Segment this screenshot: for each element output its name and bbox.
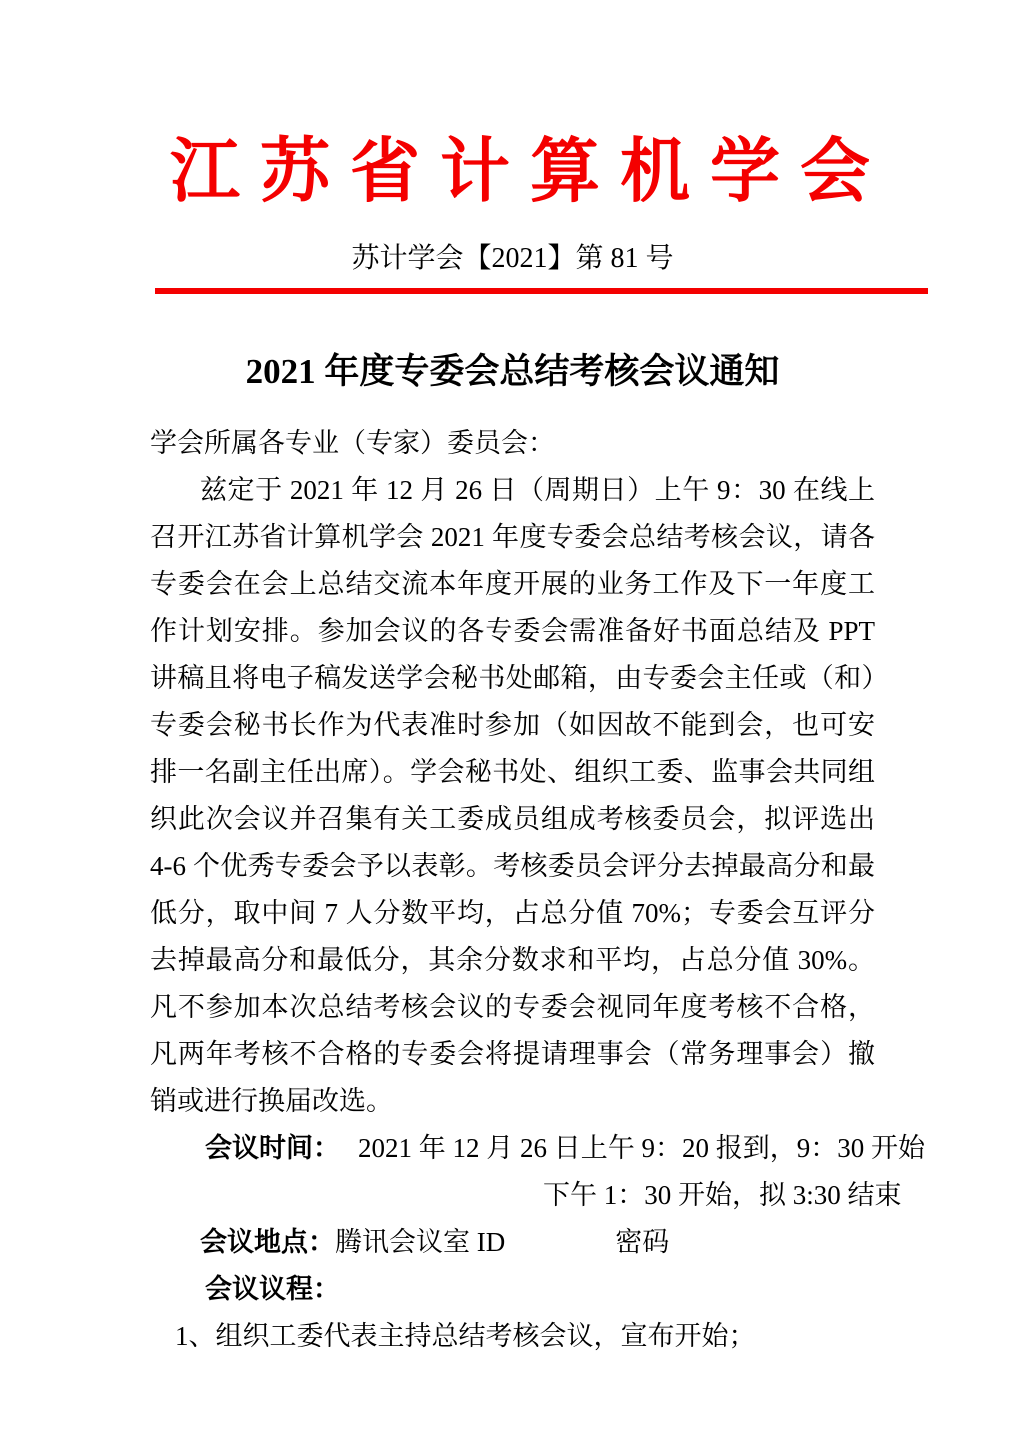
meeting-time-value: 2021 年 12 月 26 日上午 9：20 报到，9：30 开始 [358,1133,925,1163]
agenda-heading: 会议议程： [205,1274,340,1304]
red-divider-rule [155,288,928,294]
meeting-password-label: 密码 [615,1227,670,1257]
meeting-time-line2: 下午 1：30 开始，拟 3:30 结束 [543,1180,902,1210]
agenda-item-1: 1、组织工委代表主持总结考核会议，宣布开始； [175,1321,756,1351]
notice-title: 2021 年度专委会总结考核会议通知 [245,352,780,391]
meeting-place-value: 腾讯会议室 ID [335,1227,506,1257]
meeting-time-label: 会议时间： [205,1133,340,1163]
agenda-heading-row [205,1266,875,1313]
notice-body-paragraph: 兹定于 2021 年 12 月 26 日（周期日）上午 9：30 在线上召开江苏省计算机学会 2021 年度专委会总结考核会议，请各专委会在会上总结交流本年度开展的业务工作及下一年度工作计划安排。参加会议的各专委会需准备好书面总结及 PPT 讲稿且将电子稿发送学会秘书处邮箱，由专委会主任或（和）专委会秘书长作为代表准时参加（如因故不能到会，也可安排一名副主任出席）。学会秘书处、组织工委、监事会共同组织此次会议并召集有关工委成员组成考核委员会，拟评选出 4-6 个优秀专委会予以表彰。考核委员会评分去掉最高分和最低分，取中间 7 人分数平均，占总分值 70%；专委会互评分去掉最高分和最低分，其余分数求和平均，占总分值 30%。凡不参加本次总结考核会议的专委会视同年度考核不合格，凡两年考核不合格的专委会将提请理事会（常务理事会）撤销或进行换届改选。 [150,475,875,1116]
meeting-time-row [205,1125,925,1172]
meeting-place-label: 会议地点： [200,1227,335,1257]
doc-number: 苏计学会【2021】第 81 号 [351,243,674,274]
salutation: 学会所属各专业（专家）委员会： [150,428,555,458]
meeting-place-row [200,1219,875,1266]
org-title: 江苏省计算机学会 [170,134,890,211]
